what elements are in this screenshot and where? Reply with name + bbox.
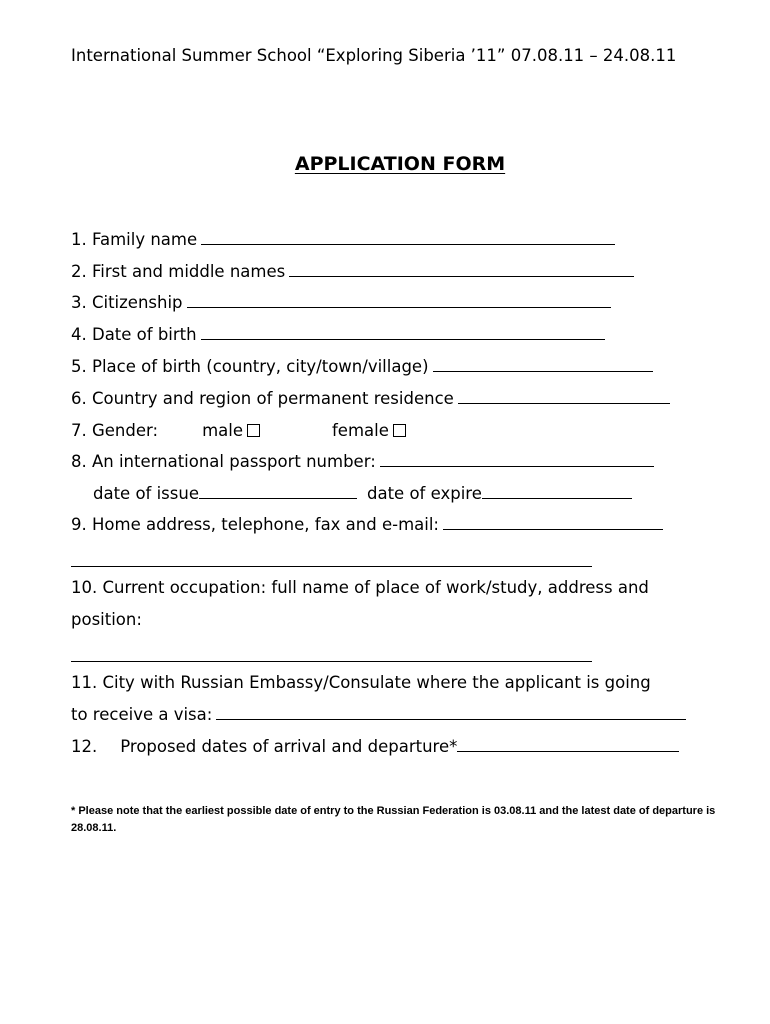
gender-male-label: male [202,421,243,440]
date-of-expire-field[interactable] [482,484,632,499]
arrival-departure-field[interactable] [457,737,679,752]
occupation-row: 10. Current occupation: full name of place of work/study, address and [71,578,649,597]
gender-label: 7. Gender: [71,421,159,440]
passport-number-label: 8. An international passport number: [71,452,376,471]
arrival-departure-label: Proposed dates of arrival and departure* [120,737,458,756]
first-middle-names-row [71,262,634,282]
passport-dates-row [93,484,632,504]
gender-row [71,421,406,441]
visa-label: to receive a visa: [71,705,213,724]
citizenship-label: 3. Citizenship [71,293,183,312]
first-middle-names-label: 2. First and middle names [71,262,286,281]
date-of-birth-field[interactable] [201,325,605,340]
gender-male-checkbox[interactable] [247,424,260,437]
home-address-field[interactable] [443,515,663,530]
citizenship-field[interactable] [187,293,611,308]
date-of-issue-label: date of issue [93,484,199,503]
family-name-label: 1. Family name [71,230,198,249]
family-name-field[interactable] [201,230,615,245]
gender-female-checkbox[interactable] [393,424,406,437]
home-address-label: 9. Home address, telephone, fax and e-mail: [71,515,439,534]
occupation-field[interactable] [71,661,592,662]
form-title-text: APPLICATION FORM [294,153,506,175]
date-of-issue-field[interactable] [199,484,357,499]
place-of-birth-label: 5. Place of birth (country, city/town/village) [71,357,429,376]
place-of-birth-field[interactable] [433,357,653,372]
citizenship-row [71,293,611,313]
visa-row-2 [71,705,686,725]
visa-row: 11. City with Russian Embassy/Consulate where the applicant is going [71,673,651,692]
residence-row [71,389,670,409]
family-name-row [71,230,615,250]
footnote: * Please note that the earliest possible date of entry to the Russian Federation is 03.08.11 and the latest date of departure is 28.08.11. [71,805,716,834]
date-of-birth-row [71,325,605,345]
visa-city-field[interactable] [216,705,686,720]
date-of-expire-label: date of expire [367,484,482,503]
arrival-departure-row [71,737,679,757]
date-of-birth-label: 4. Date of birth [71,325,197,344]
passport-number-field[interactable] [380,452,654,467]
passport-number-row [71,452,654,472]
gender-female-label: female [331,421,389,440]
home-address-extra-line[interactable] [71,566,592,567]
home-address-row [71,515,663,535]
first-middle-names-field[interactable] [289,262,634,277]
form-title [0,153,770,175]
page-header: International Summer School “Exploring Siberia ’11” 07.08.11 – 24.08.11 [71,46,677,65]
arrival-departure-number: 12. [71,737,98,756]
occupation-row-2: position: [71,610,142,629]
residence-field[interactable] [458,389,670,404]
residence-label: 6. Country and region of permanent residence [71,389,454,408]
place-of-birth-row [71,357,653,377]
